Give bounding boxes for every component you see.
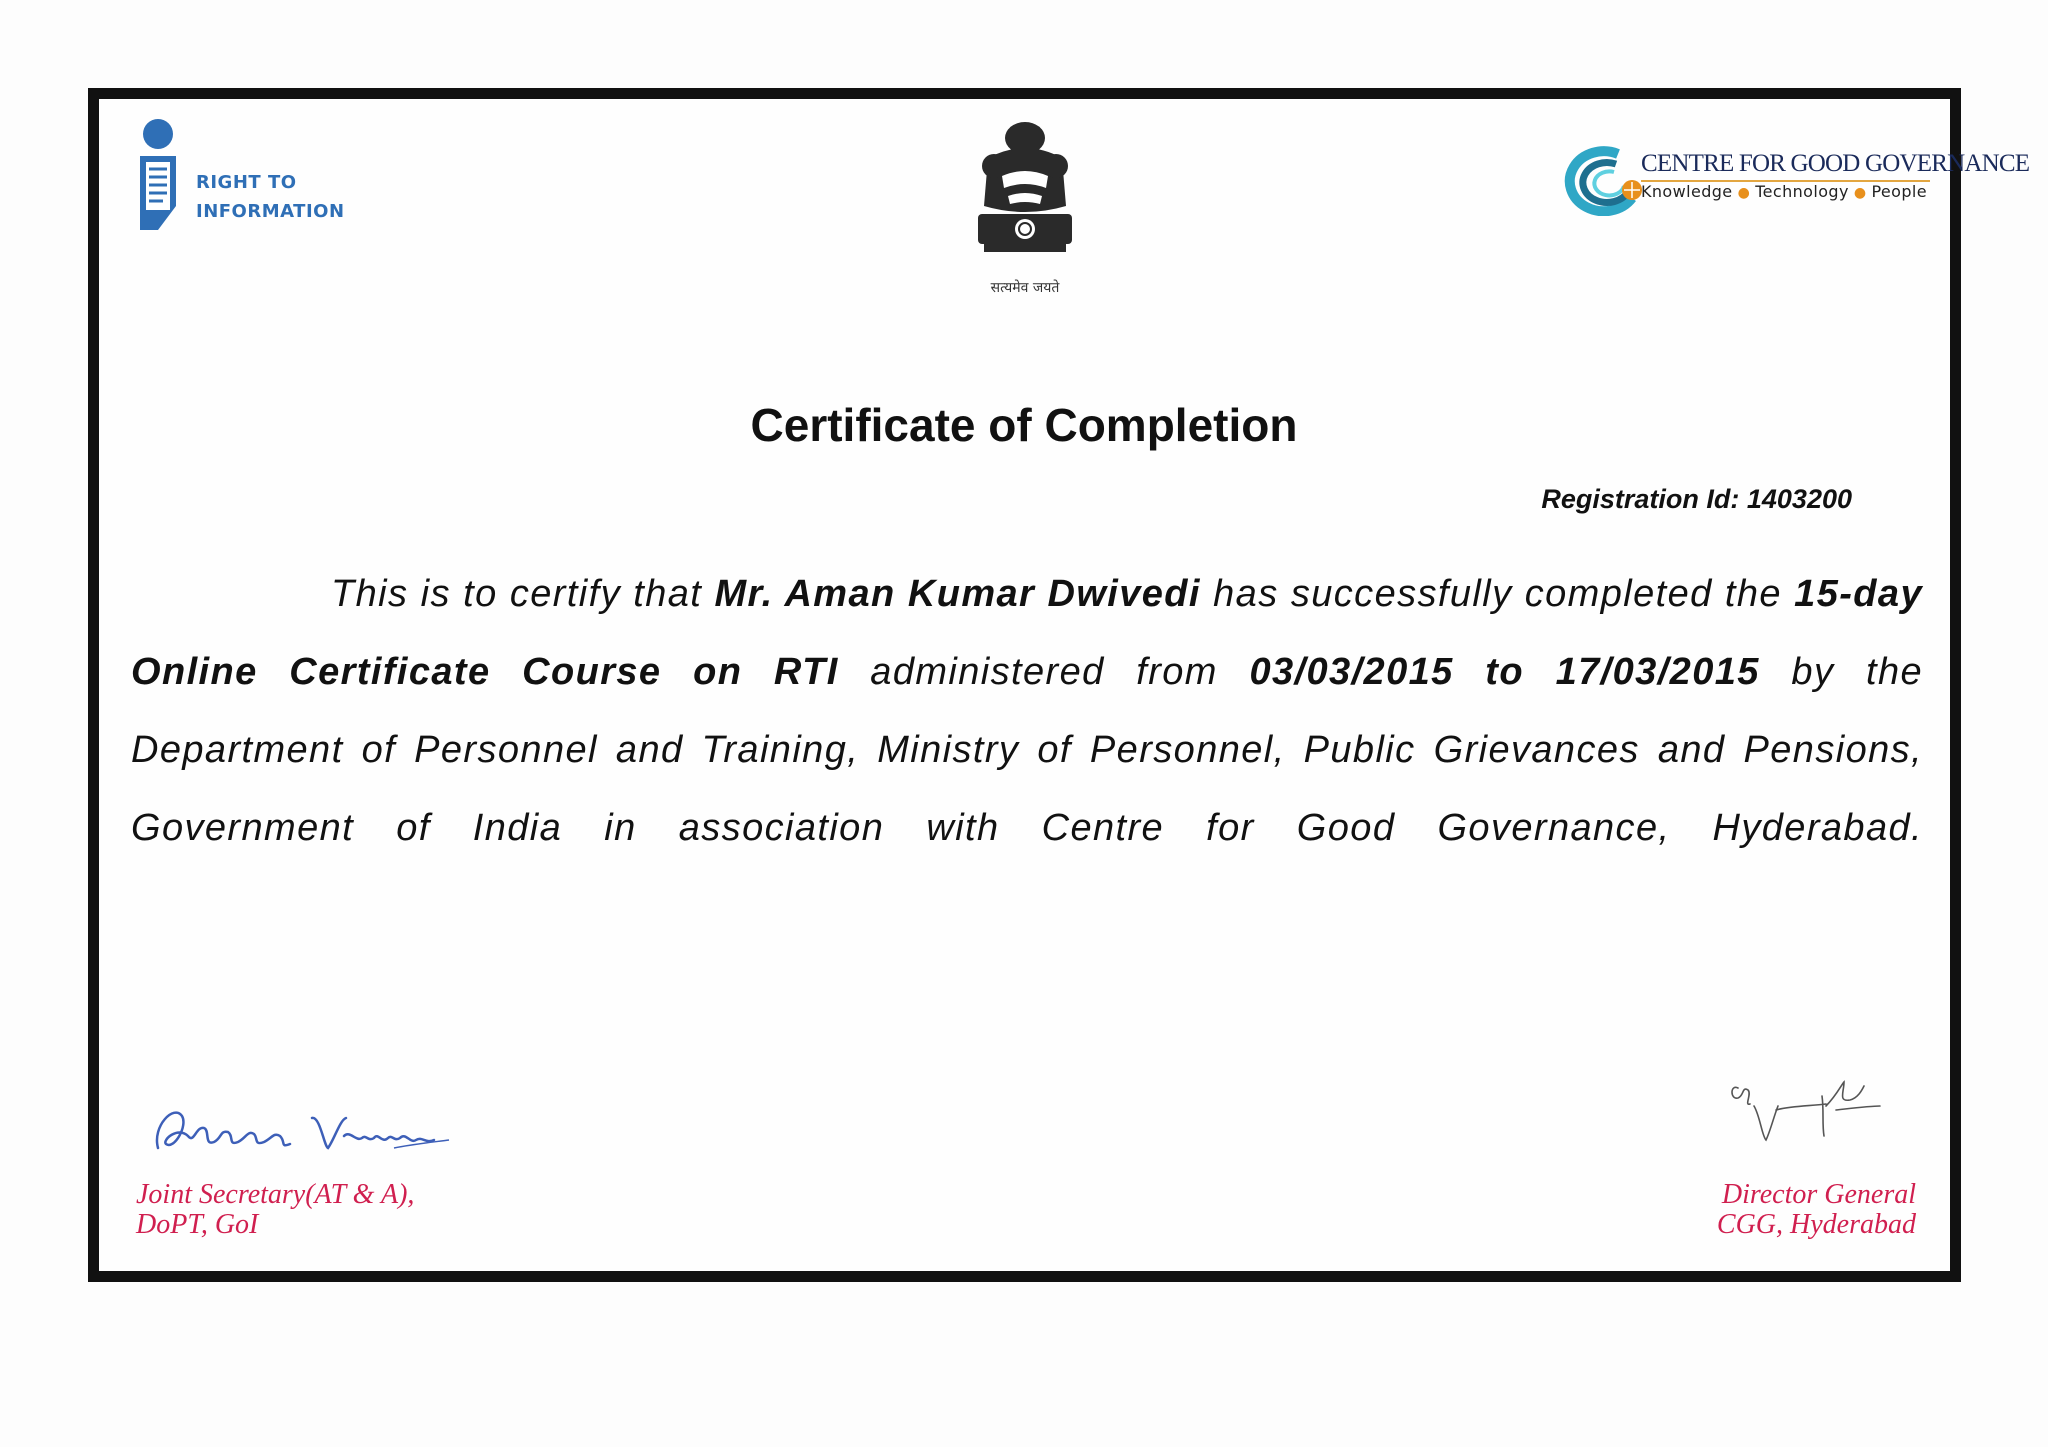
right-signature-icon <box>1726 1076 1882 1148</box>
rti-logo-text <box>196 168 345 226</box>
cgg-tag-people: People <box>1871 182 1927 201</box>
registration-id: Registration Id: 1403200 <box>1541 484 1852 514</box>
course-dates: 03/03/2015 to 17/03/2015 <box>1249 651 1760 693</box>
body-text-3: administered from <box>838 651 1250 693</box>
left-signatory-org: DoPT, GoI <box>136 1209 259 1240</box>
cgg-bullet-icon: ● <box>1853 185 1867 201</box>
body-text-4: by the Department of Personnel and Training, Ministry of Personnel, Public Grievances and Pensions, Government of India in association with Centre for Good Governance, Hyderabad. <box>131 651 1924 849</box>
rti-line-1: RIGHT TO <box>196 172 297 193</box>
left-signature-icon <box>144 1096 454 1166</box>
cgg-tag-technology: Technology <box>1755 182 1849 201</box>
recipient-name: Mr. Aman Kumar Dwivedi <box>714 573 1201 615</box>
cgg-title: CENTRE FOR GOOD GOVERNANCE <box>1641 150 2030 177</box>
cgg-logo-icon <box>1546 146 1648 216</box>
certificate-body <box>131 555 1923 867</box>
right-signatory-org: CGG, Hyderabad <box>1716 1209 1916 1240</box>
certificate-title: Certificate of Completion <box>750 399 1298 451</box>
right-signatory-title: Director General <box>1721 1179 1916 1210</box>
cgg-tagline <box>1641 182 1933 201</box>
course-name: 15-day Online Certificate Course on RTI <box>131 573 1923 693</box>
right-signatory <box>1717 1180 1916 1240</box>
cgg-tag-knowledge: Knowledge <box>1641 182 1733 201</box>
cgg-bullet-icon: ● <box>1737 185 1751 201</box>
rti-line-2: INFORMATION <box>196 201 345 222</box>
body-text-1: This is to certify that <box>331 573 715 615</box>
left-signatory-title: Joint Secretary(AT & A), <box>136 1179 415 1210</box>
national-emblem-icon <box>958 118 1092 278</box>
body-text-2: has successfully completed the <box>1200 573 1795 615</box>
left-signatory <box>136 1180 414 1240</box>
emblem-motto: सत्यमेव जयते <box>990 280 1060 296</box>
